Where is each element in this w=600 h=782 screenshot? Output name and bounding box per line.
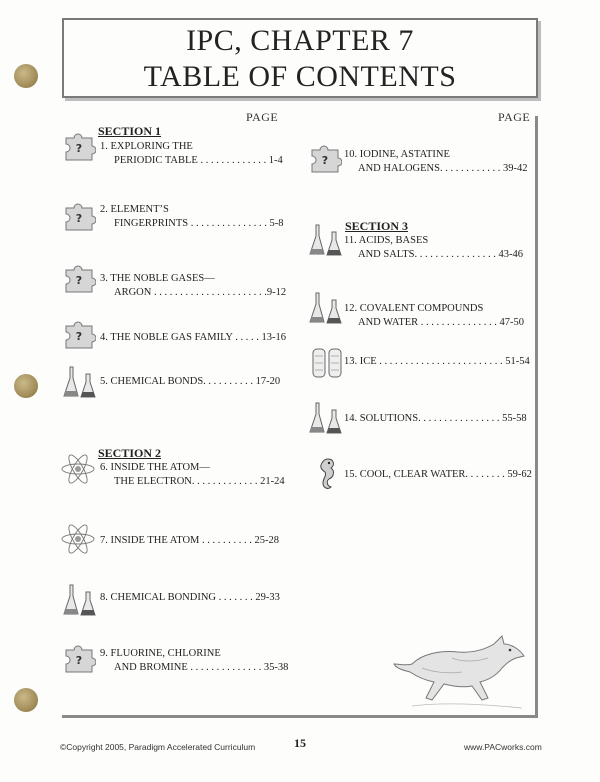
toc-entry-2: 2. ELEMENT’S FINGERPRINTS . . . . . . . . . . . . . . . 5-8 <box>100 204 284 229</box>
toc-entry-3: 3. THE NOBLE GASES— ARGON . . . . . . . . . . . . . . . . . . . . . .9-12 <box>100 273 287 298</box>
binder-hole-middle <box>14 374 38 398</box>
atom-icon <box>60 454 96 484</box>
toc-entry-10: 10. IODINE, ASTATINE AND HALOGENS. . . . . . . . . . . . 39-42 <box>344 149 528 174</box>
puzzle-piece-icon <box>62 200 96 234</box>
section-1-heading: SECTION 1 <box>98 124 162 138</box>
page-number: 15 <box>294 736 306 750</box>
svg-text:?: ? <box>75 274 83 287</box>
copyright-notice: ©Copyright 2005, Paradigm Accelerated Curriculum <box>60 742 256 752</box>
toc-entry-14: 14. SOLUTIONS. . . . . . . . . . . . . . . . 55-58 <box>344 413 527 424</box>
website-url: www.PACworks.com <box>464 742 542 752</box>
binder-hole-bottom <box>14 688 38 712</box>
ice-blocks-icon <box>310 346 346 380</box>
section-2-heading: SECTION 2 <box>98 446 162 460</box>
toc-entry-4: 4. THE NOBLE GAS FAMILY . . . . . 13-16 <box>100 332 287 343</box>
svg-text:?: ? <box>75 142 83 155</box>
toc-entry-11: 11. ACIDS, BASES AND SALTS. . . . . . . . . . . . . . . . 43-46 <box>344 235 523 260</box>
svg-text:?: ? <box>75 654 83 667</box>
puzzle-piece-icon <box>62 130 96 164</box>
puzzle-piece-icon <box>62 642 96 676</box>
page-column-header-left: PAGE <box>246 110 279 124</box>
beakers-icon <box>308 222 344 258</box>
svg-text:?: ? <box>75 330 83 343</box>
beakers-icon <box>62 364 98 400</box>
puzzle-piece-icon <box>308 142 342 176</box>
running-wolf-illustration <box>392 628 530 712</box>
toc-entry-5: 5. CHEMICAL BONDS. . . . . . . . . . 17-20 <box>100 376 281 387</box>
beakers-icon <box>62 582 98 618</box>
toc-entry-1: 1. EXPLORING THE PERIODIC TABLE . . . . . . . . . . . . . 1-4 <box>100 141 283 166</box>
section-3-heading: SECTION 3 <box>345 219 409 233</box>
seahorse-icon <box>314 456 340 492</box>
toc-entry-13: 13. ICE . . . . . . . . . . . . . . . . . . . . . . . . 51-54 <box>344 356 530 367</box>
atom-icon <box>60 524 96 554</box>
binder-hole-top <box>14 64 38 88</box>
page-column-header-right: PAGE <box>498 110 531 124</box>
svg-text:?: ? <box>75 212 83 225</box>
toc-entry-15: 15. COOL, CLEAR WATER. . . . . . . . 59-62 <box>344 469 532 480</box>
beakers-icon <box>308 400 344 436</box>
toc-entry-12: 12. COVALENT COMPOUNDS AND WATER . . . . . . . . . . . . . . . 47-50 <box>344 303 525 328</box>
title-box <box>62 18 538 98</box>
puzzle-piece-icon <box>62 262 96 296</box>
svg-text:?: ? <box>321 154 329 167</box>
toc-entry-7: 7. INSIDE THE ATOM . . . . . . . . . . 25-28 <box>100 535 279 546</box>
chapter-title: IPC, CHAPTER 7 <box>186 24 414 57</box>
toc-entry-9: 9. FLUORINE, CHLORINE AND BROMINE . . . . . . . . . . . . . . 35-38 <box>100 648 289 673</box>
beakers-icon <box>308 290 344 326</box>
puzzle-piece-icon <box>62 318 96 352</box>
toc-entry-8: 8. CHEMICAL BONDING . . . . . . . 29-33 <box>100 592 280 603</box>
toc-title: TABLE OF CONTENTS <box>143 60 457 93</box>
toc-entry-6: 6. INSIDE THE ATOM— THE ELECTRON. . . . . . . . . . . . . 21-24 <box>100 462 285 487</box>
